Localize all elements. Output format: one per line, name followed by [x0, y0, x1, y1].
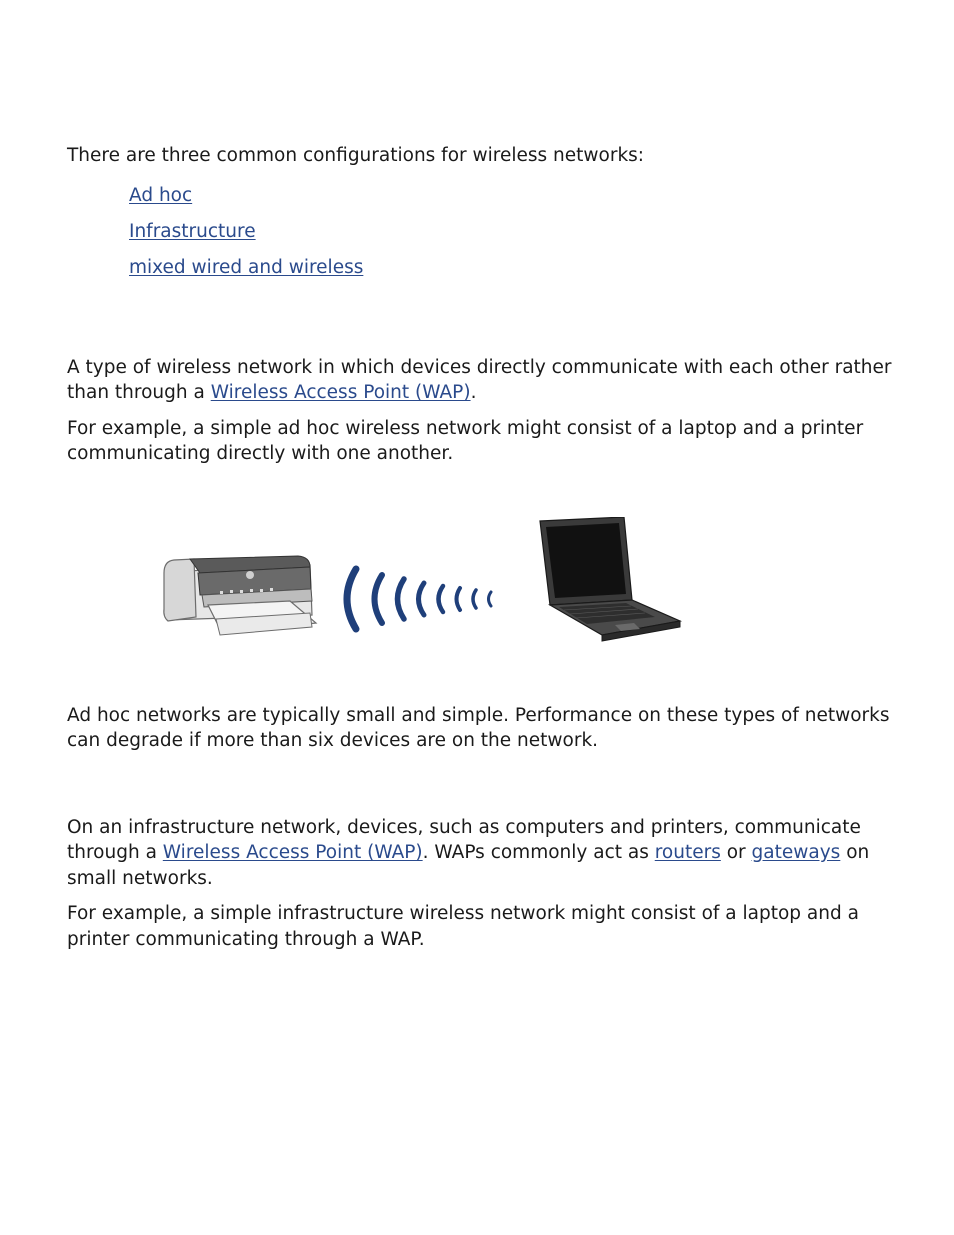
- infrastructure-definition: On an infrastructure network, devices, such as computers and printers, communicate through a Wireless Access Point (WAP). WAPs commonly act as routers or gateways on small networks.: [67, 816, 870, 889]
- infrastructure-example: For example, a simple infrastructure wireless network might consist of a laptop and a printer communicating through a WAP.: [67, 903, 859, 950]
- list-item: [129, 219, 897, 255]
- ad-hoc-note: Ad hoc networks are typically small and simple. Performance on these types of networks can degrade if more than six devices are on the network.: [67, 704, 890, 751]
- wap-link[interactable]: Wireless Access Point (WAP): [162, 842, 423, 863]
- infrastructure-link[interactable]: Infrastructure: [129, 220, 256, 242]
- laptop-icon: [540, 517, 680, 641]
- list-item: [129, 255, 897, 291]
- ad-hoc-definition: A type of wireless network in which devices directly communicate with each other rather than through a Wireless Access Point (WAP).: [67, 356, 892, 403]
- intro-text: There are three common configurations for wireless networks:: [67, 145, 645, 166]
- mixed-wired-wireless-link[interactable]: mixed wired and wireless: [129, 256, 364, 278]
- ad-hoc-illustration: [160, 517, 685, 657]
- gateways-link[interactable]: gateways: [751, 842, 841, 863]
- list-item: [129, 183, 897, 219]
- printer-icon: [164, 556, 316, 635]
- ad-hoc-link[interactable]: Ad hoc: [129, 184, 193, 206]
- config-link-list: [67, 183, 897, 291]
- routers-link[interactable]: routers: [654, 842, 721, 863]
- wireless-signal-icon: [347, 569, 491, 629]
- ad-hoc-example: For example, a simple ad hoc wireless network might consist of a laptop and a printer communicating directly with one another.: [67, 417, 864, 464]
- ad-hoc-diagram: [160, 517, 685, 657]
- wap-link[interactable]: Wireless Access Point (WAP): [210, 382, 471, 403]
- document-page: [67, 143, 897, 952]
